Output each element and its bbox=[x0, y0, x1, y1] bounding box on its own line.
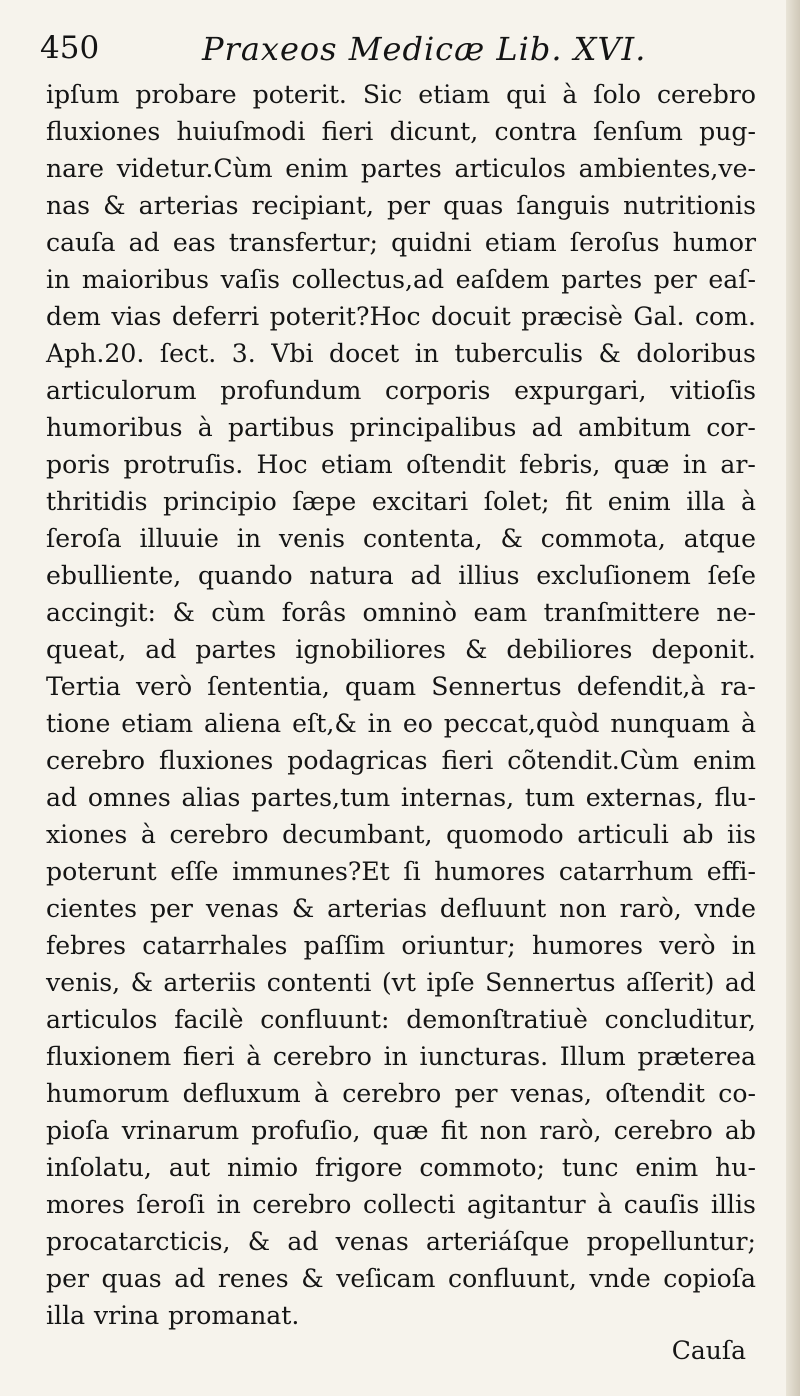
text-line: febres catarrhales paſſim oriuntur; humores verò in bbox=[46, 931, 756, 960]
page-number: 450 bbox=[40, 30, 100, 66]
text-line: mores ſeroſi in cerebro collecti agitantur à cauſis illis bbox=[46, 1190, 756, 1219]
text-line: thritidis principio ſæpe excitari ſolet; fit enim illa à bbox=[46, 487, 756, 516]
text-line: cientes per venas & arterias defluunt non rarò, vnde bbox=[46, 894, 756, 923]
text-line: fluxiones huiuſmodi fieri dicunt, contra ſenſum pug- bbox=[46, 117, 756, 146]
text-line: articulorum profundum corporis expurgari, vitioſis bbox=[46, 376, 756, 405]
text-line: dem vias deferri poterit?Hoc docuit præcisè Gal. com. bbox=[46, 302, 756, 331]
text-line: illa vrina promanat. bbox=[46, 1301, 300, 1330]
text-line: inſolatu, aut nimio frigore commoto; tunc enim hu- bbox=[46, 1153, 756, 1182]
text-line: ebulliente, quando natura ad illius excluſionem ſeſe bbox=[46, 561, 756, 590]
text-line: ipſum probare poterit. Sic etiam qui à ſolo cerebro bbox=[46, 80, 756, 109]
text-line: tione etiam aliena eſt,& in eo peccat,quòd nunquam à bbox=[46, 709, 756, 738]
text-line: humoribus à partibus principalibus ad ambitum cor- bbox=[46, 413, 756, 442]
text-line: fluxionem fieri à cerebro in iuncturas. Illum præterea bbox=[46, 1042, 756, 1071]
text-line: ſeroſa illuuie in venis contenta, & commota, atque bbox=[46, 524, 756, 553]
text-line: cerebro fluxiones podagricas fieri cõtendit.Cùm enim bbox=[46, 746, 756, 775]
text-line: Tertia verò ſententia, quam Sennertus defendit,à ra- bbox=[46, 672, 756, 701]
text-line: articulos facilè confluunt: demonſtratiuè concluditur, bbox=[46, 1005, 756, 1034]
text-line: nas & arterias recipiant, per quas ſanguis nutritionis bbox=[46, 191, 756, 220]
text-line: poterunt eſſe immunes?Et ſi humores catarrhum effi- bbox=[46, 857, 756, 886]
text-line: queat, ad partes ignobiliores & debiliores deponit. bbox=[46, 635, 756, 664]
body-text bbox=[46, 76, 756, 1334]
text-line: cauſa ad eas transfertur; quidni etiam ſeroſus humor bbox=[46, 228, 756, 257]
text-line: humorum defluxum à cerebro per venas, oſtendit co- bbox=[46, 1079, 756, 1108]
text-line: poris protruſis. Hoc etiam oſtendit febris, quæ in ar- bbox=[46, 450, 756, 479]
running-title: Praxeos Medicæ Lib. XVI. bbox=[202, 30, 647, 68]
text-line: pioſa vrinarum profuſio, quæ fit non rarò, cerebro ab bbox=[46, 1116, 756, 1145]
text-line: per quas ad renes & veſicam confluunt, vnde copioſa bbox=[46, 1264, 756, 1293]
text-line: procatarcticis, & ad venas arteriáſque propelluntur; bbox=[46, 1227, 756, 1256]
text-line: ad omnes alias partes,tum internas, tum externas, flu- bbox=[46, 783, 756, 812]
text-line: in maioribus vaſis collectus,ad eaſdem partes per eaſ- bbox=[46, 265, 756, 294]
catchword: Cauſa bbox=[671, 1336, 746, 1365]
text-line: nare videtur.Cùm enim partes articulos ambientes,ve- bbox=[46, 154, 756, 183]
text-line: accingit: & cùm forâs omninò eam tranſmittere ne- bbox=[46, 598, 756, 627]
page-header bbox=[40, 30, 740, 70]
text-line: xiones à cerebro decumbant, quomodo articuli ab iis bbox=[46, 820, 756, 849]
text-line: venis, & arteriis contenti (vt ipſe Sennertus aſſerit) ad bbox=[46, 968, 756, 997]
page-gutter-shadow bbox=[786, 0, 800, 1396]
text-line: Aph.20. ſect. 3. Vbi docet in tuberculis & doloribus bbox=[46, 339, 756, 368]
